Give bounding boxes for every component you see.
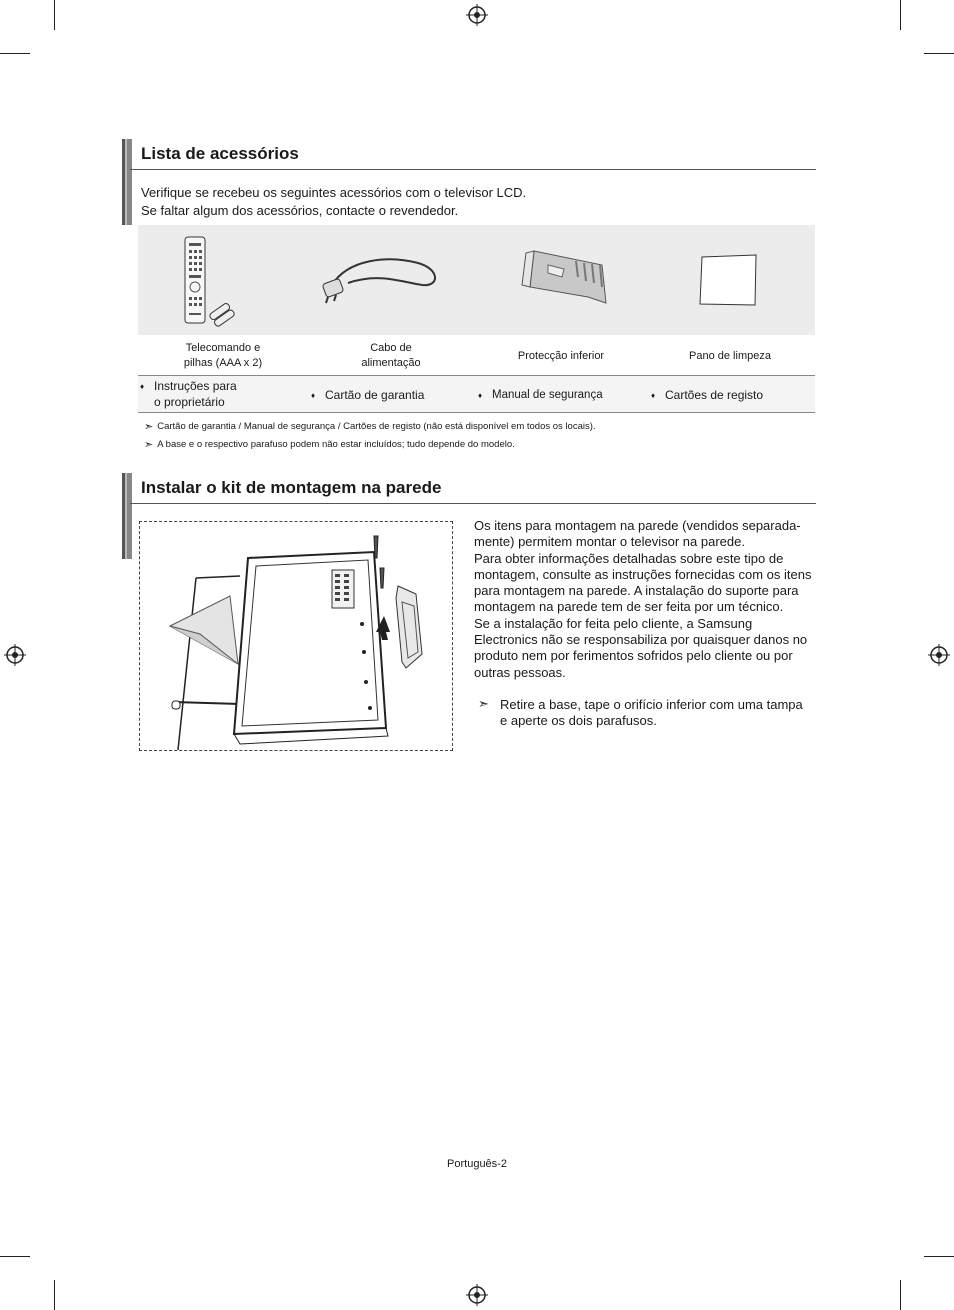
accessory-label bbox=[138, 341, 308, 371]
accessory-label bbox=[306, 341, 476, 371]
paragraph-line: Se a instalação for feita pelo cliente, a Samsung bbox=[474, 615, 753, 631]
document-item bbox=[478, 387, 603, 403]
document-label: Manual de segurança bbox=[492, 389, 603, 401]
section-marker bbox=[122, 139, 132, 225]
note-arrow-icon: ➣ bbox=[478, 696, 489, 711]
registration-mark-icon bbox=[4, 644, 26, 666]
accessory-labels bbox=[138, 335, 815, 375]
crop-mark bbox=[924, 1256, 954, 1257]
note-item bbox=[144, 436, 596, 454]
crop-mark bbox=[900, 0, 901, 30]
intro-text bbox=[141, 184, 526, 220]
note-arrow-icon: ➣ bbox=[144, 421, 154, 433]
intro-line: Se faltar algum dos acessórios, contacte o revendedor. bbox=[141, 203, 459, 218]
paragraph-line: montagem, consulte as instruções fornecidas com os itens bbox=[474, 566, 812, 582]
section-title: Instalar o kit de montagem na parede bbox=[141, 478, 442, 497]
note-text: A base e o respectivo parafuso podem não estar incluídos; tudo depende do modelo. bbox=[157, 439, 515, 450]
wall-mount-illustration bbox=[139, 521, 453, 751]
crop-mark bbox=[54, 0, 55, 30]
accessory-label-line: Protecção inferior bbox=[517, 350, 605, 362]
document-item bbox=[651, 387, 764, 403]
document-label: o proprietário bbox=[154, 395, 225, 409]
paragraph-line: outras pessoas. bbox=[474, 664, 566, 680]
bottom-cover-icon bbox=[518, 247, 612, 309]
bullet-icon: ♦ bbox=[140, 382, 145, 391]
paragraph-line: produto nem por ferimentos sofridos pelo cliente ou por bbox=[474, 648, 793, 664]
paragraph-line: Electronics não se responsabiliza por quaisquer danos no bbox=[474, 632, 808, 648]
registration-mark-icon bbox=[466, 1284, 488, 1306]
accessory-label bbox=[476, 349, 646, 364]
registration-mark-icon bbox=[466, 4, 488, 26]
crop-mark bbox=[0, 1256, 30, 1257]
accessory-label-line: Pano de limpeza bbox=[689, 350, 771, 362]
page-footer: Português-2 bbox=[447, 1158, 507, 1170]
remote-control-icon bbox=[182, 235, 238, 327]
section-marker bbox=[122, 473, 132, 559]
section-rule bbox=[130, 503, 816, 504]
bullet-icon: ♦ bbox=[478, 391, 483, 400]
intro-line: Verifique se recebeu os seguintes acessórios com o televisor LCD. bbox=[141, 185, 527, 200]
document-label: Cartão de garantia bbox=[325, 388, 425, 402]
document-item bbox=[311, 387, 425, 403]
accessory-images bbox=[138, 225, 815, 335]
document-label: Instruções para bbox=[154, 379, 237, 393]
tv-wall-mount-icon bbox=[140, 522, 452, 750]
section-rule bbox=[130, 169, 816, 170]
crop-mark bbox=[0, 53, 30, 54]
notes bbox=[144, 418, 596, 454]
documents-list bbox=[138, 376, 815, 412]
bullet-icon: ♦ bbox=[651, 391, 656, 400]
crop-mark bbox=[924, 53, 954, 54]
paragraph-line: montagem na parede tem de ser feita por um técnico. bbox=[474, 599, 784, 615]
divider bbox=[138, 412, 815, 413]
accessory-label-line: Cabo de bbox=[370, 342, 412, 354]
accessory-label-line: alimentação bbox=[361, 357, 421, 369]
paragraph-line: Para obter informações detalhadas sobre este tipo de bbox=[474, 550, 784, 566]
crop-mark bbox=[900, 1280, 901, 1310]
section-title: Lista de acessórios bbox=[141, 144, 299, 163]
wall-mount-note bbox=[500, 697, 820, 730]
document-item bbox=[140, 378, 237, 410]
power-cord-icon bbox=[318, 253, 444, 305]
paragraph-line: para montagem na parede. A instalação do suporte para bbox=[474, 583, 799, 599]
paragraph-line: mente) permitem montar o televisor na parede. bbox=[474, 534, 745, 550]
document-label: Cartões de registo bbox=[665, 388, 764, 402]
crop-mark bbox=[54, 1280, 55, 1310]
accessory-label-line: Telecomando e bbox=[185, 342, 261, 354]
paragraph-line: Os itens para montagem na parede (vendidos separada- bbox=[474, 518, 801, 533]
cleaning-cloth-icon bbox=[698, 253, 758, 307]
registration-mark-icon bbox=[928, 644, 950, 666]
note-line: Retire a base, tape o orifício inferior com uma tampa bbox=[500, 697, 803, 712]
wall-mount-description bbox=[474, 518, 820, 681]
note-line: e aperte os dois parafusos. bbox=[500, 713, 657, 729]
note-text: Cartão de garantia / Manual de segurança / Cartões de registo (não está disponível em todos os locais). bbox=[157, 421, 596, 432]
accessory-label bbox=[645, 349, 815, 364]
bullet-icon: ♦ bbox=[311, 391, 316, 400]
note-arrow-icon: ➣ bbox=[144, 439, 154, 451]
accessory-label-line: pilhas (AAA x 2) bbox=[183, 357, 263, 369]
note-item bbox=[144, 418, 596, 436]
